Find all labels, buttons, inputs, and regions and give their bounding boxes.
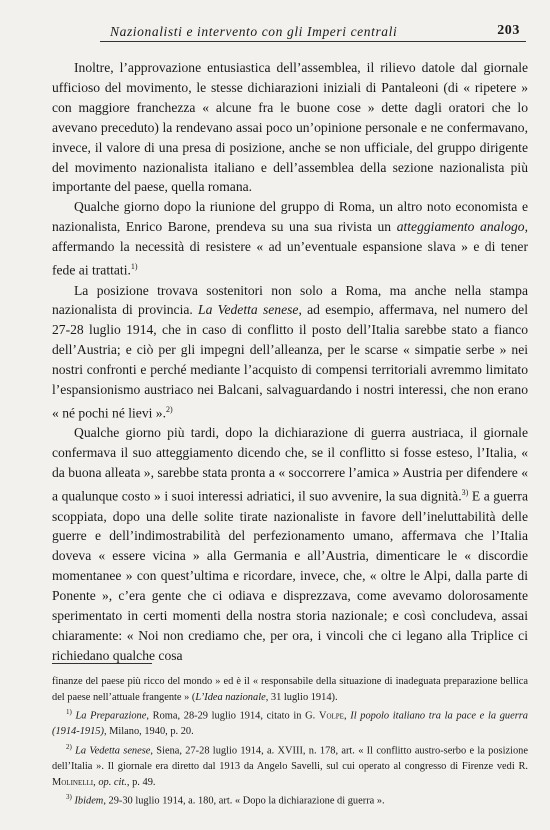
footnote-continuation-text-a: finanze del paese più ricco del mondo » ed è il « responsabile della situazione di inadeguata preparazione bellica del paese nell’attuale frangente » ( bbox=[52, 676, 528, 703]
paragraph-3 bbox=[52, 281, 528, 424]
footnote-2-author: Molinelli bbox=[52, 776, 94, 788]
footnote-1-title: Il popolo italiano tra la pace e la guerra (1914-1915) bbox=[52, 710, 528, 738]
footnote-continuation bbox=[52, 674, 528, 705]
footnote-1-text-c: , Milano, 1940, p. 20. bbox=[103, 726, 194, 738]
paragraph-1 bbox=[52, 58, 528, 197]
footnote-continuation-text-b: , 31 luglio 1914). bbox=[265, 691, 338, 703]
footnote-1-label: 1) bbox=[66, 708, 72, 717]
footnote-ref-2: 2) bbox=[166, 404, 173, 414]
paragraph-4-text-a: Qualche giorno più tardi, dopo la dichiarazione di guerra austriaca, il giornale confermava il suo atteggiamento dicendo che, se il conflitto si fosse esteso, l’Italia, « da buona alleata », sarebbe stata pronta a « soccorrere l’amica » Austria per difendere « a qualunque costo » i suoi interessi adriatici, il suo avvenire, la sua dignità. bbox=[52, 425, 528, 504]
paragraph-3-text-a: La posizione trovava sostenitori non solo a Roma, ma anche nella stampa nazionalista di provincia. bbox=[52, 282, 528, 318]
paragraph-2-italic: atteggiamento analogo bbox=[396, 219, 525, 235]
footnote-3 bbox=[52, 790, 528, 809]
footnotes bbox=[52, 674, 528, 809]
footnote-2-text-a: , Siena, 27-28 luglio 1914, a. XVIII, n. 178, art. « Il conflitto austro-serbo e la posizione dell’Italia ». Il giornale era diretto dal 1913 da Angelo Savelli, sul cui operato al congresso di Firenze vedi R. bbox=[52, 745, 528, 772]
footnote-2-text-c: , p. 49. bbox=[126, 776, 156, 788]
paragraph-3-text-b: , ad esempio, affermava, nel numero del 27-28 luglio 1914, che in caso di conflitto il posto dell’Italia sarebbe stato a fianco dell’Austria; e ciò per gli impegni dell’alleanza, per le scarse « simpatie serbe » nei nostri confronti e perché mediante l’acquisto di compensi territoriali avremmo limitato l’espansionismo austriaco nei Balcani, salvaguardando i nostri interessi, che non erano « né pochi né lievi ». bbox=[52, 302, 528, 421]
footnote-continuation-italic: L’Idea nazionale bbox=[195, 691, 266, 703]
paragraph-3-newspaper: La Vedetta senese bbox=[198, 302, 299, 318]
footnote-ref-3: 3) bbox=[461, 488, 469, 498]
paragraph-1-text: Inoltre, l’approvazione entusiastica dell’assemblea, il rilievo datole dal giornale ufficioso del movimento, le stesse dichiarazioni iniziali di Pantaleoni (di « ripetere » con maggiore franchezza « alcune fra le buone cose » dette dagli oratori che lo avevano preceduto) la rendevano assai poco un’opinione personale e ne confermavano, invece, il valore di una presa di posizione, anche se non ufficiale, del gruppo dirigente del movimento nazionalista italiano e dell’assemblea della sezione nazionalista più importante del paese, quella romana. bbox=[52, 60, 528, 195]
footnote-3-label: 3) bbox=[66, 793, 72, 802]
footnote-2-label: 2) bbox=[66, 742, 72, 751]
paragraph-2-text-a: Qualche giorno dopo la riunione del gruppo di Roma, un altro noto economista e nazionalista, Enrico Barone, prendeva su una sua rivista un bbox=[52, 199, 528, 235]
footnote-1-text-b: , bbox=[343, 710, 351, 722]
footnote-ref-1: 1) bbox=[130, 262, 138, 272]
footnote-2 bbox=[52, 740, 528, 790]
footnote-3-text: , 29-30 luglio 1914, a. 180, art. « Dopo la dichiarazione di guerra ». bbox=[103, 795, 385, 807]
footnote-1-source: La Preparazione bbox=[75, 710, 147, 722]
footnote-1 bbox=[52, 705, 528, 740]
header-rule bbox=[100, 41, 526, 42]
page-number: 203 bbox=[497, 23, 520, 38]
footnote-2-op-cit: op. cit. bbox=[98, 776, 127, 788]
paragraph-2-text-b: , affermando la necessità di resistere « ad un’eventuale espansione slava » e di tener fede ai trattati. bbox=[52, 219, 529, 278]
body-text bbox=[52, 58, 528, 666]
footnote-2-source: La Vedetta senese bbox=[75, 745, 151, 757]
paragraph-4-text-b: E a guerra scoppiata, dopo una delle solite tirate nazionaliste in favore dell’ineluttabilità delle guerre e dell’indimostrabilità del perfezionamento umano, affermava che l’Italia doveva « essere vicina » alla Germania e all’Austria, dimenticare le « discordie momentanee » con quest’ultima e ricordare, invece, che, « oltre le Alpi, dalla parte di Ponente », c’era gente che ci odiava e disprezzava, come avevamo dolorosamente sperimentato in certi momenti della nostra storia nazionale; e così concludeva, assai chiaramente: « Noi non crediamo che, per ora, i vincoli che ci legano alla Triplice ci richiedano qualche cosa bbox=[52, 488, 528, 663]
footnote-1-author: Volpe bbox=[318, 710, 344, 722]
footnote-1-text-a: , Roma, 28-29 luglio 1914, citato in G. bbox=[146, 710, 319, 722]
footnote-rule bbox=[52, 663, 152, 664]
footnote-3-source: Ibidem bbox=[74, 795, 104, 807]
paragraph-2 bbox=[52, 197, 528, 280]
running-head-title: Nazionalisti e intervento con gli Imperi centrali bbox=[110, 24, 398, 39]
footnote-2-text-b: , bbox=[93, 776, 99, 788]
paragraph-4 bbox=[52, 423, 528, 665]
